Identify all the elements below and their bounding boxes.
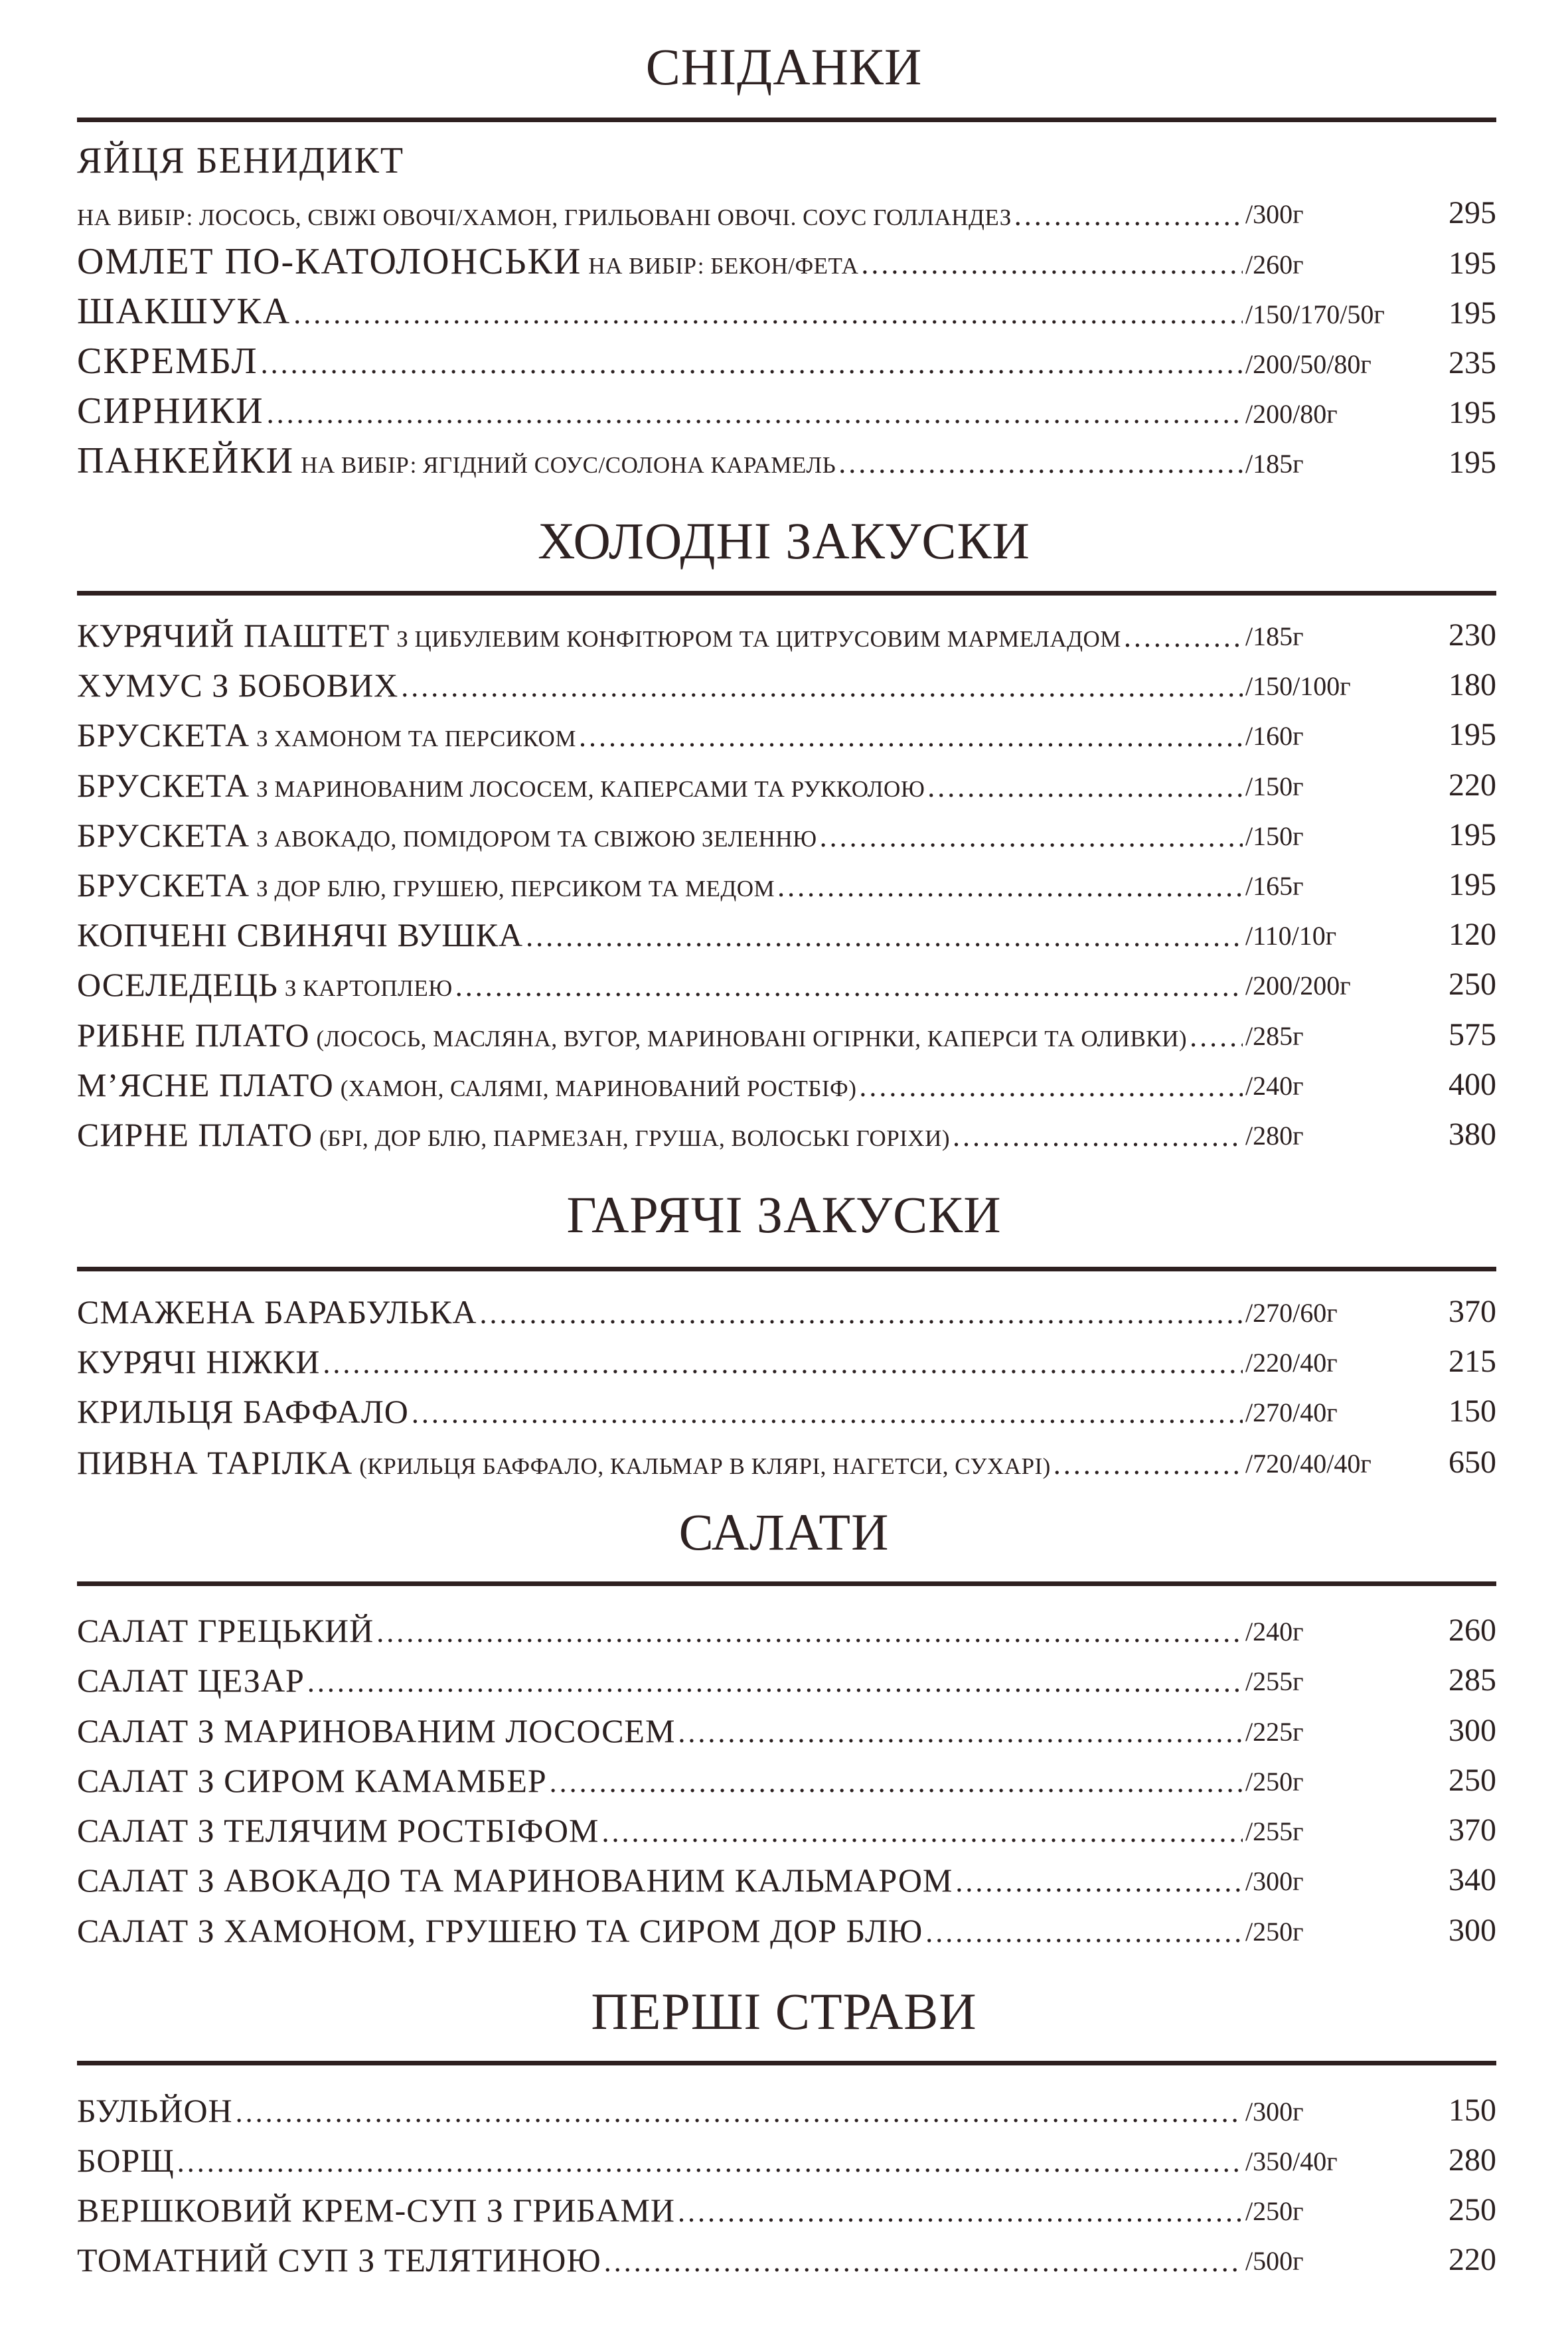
item-weight: /150г bbox=[1245, 821, 1304, 851]
item-price: 280 bbox=[1449, 2142, 1496, 2178]
menu-item bbox=[77, 392, 1496, 439]
item-weight: /285г bbox=[1245, 1021, 1304, 1051]
menu-item bbox=[77, 914, 1496, 961]
item-name: ОМЛЕТ ПО-КАТОЛОНСЬКИ bbox=[77, 241, 582, 282]
menu-item bbox=[77, 1860, 1496, 1906]
item-weight: /200/80г bbox=[1245, 399, 1338, 429]
item-description: З КАРТОПЛЕЮ bbox=[284, 975, 453, 1001]
menu-item bbox=[77, 1760, 1496, 1807]
item-weight: /250г bbox=[1245, 2196, 1304, 2226]
item-name: БУЛЬЙОН bbox=[77, 2092, 233, 2129]
item-name: ПИВНА ТАРІЛКА bbox=[77, 1444, 353, 1481]
menu-item bbox=[77, 615, 1496, 661]
menu-item bbox=[77, 2090, 1496, 2136]
item-description: НА ВИБІР: ЛОСОСЬ, СВІЖІ ОВОЧІ/ХАМОН, ГРИЛЬОВАНІ ОВОЧІ. СОУС ГОЛЛАНДЕЗ bbox=[77, 204, 1012, 230]
item-name: САЛАТ З АВОКАДО ТА МАРИНОВАНИМ КАЛЬМАРОМ bbox=[77, 1862, 953, 1899]
menu-item bbox=[77, 1710, 1496, 1757]
item-description: З ХАМОНОМ ТА ПЕРСИКОМ bbox=[256, 726, 576, 752]
item-description: (КРИЛЬЦЯ БАФФАЛО, КАЛЬМАР В КЛЯРІ, НАГЕТСИ, СУХАРІ) bbox=[359, 1453, 1051, 1479]
item-weight: /270/60г bbox=[1245, 1298, 1338, 1328]
section-title-salads: САЛАТИ bbox=[678, 1503, 890, 1561]
item-name: САЛАТ З ТЕЛЯЧИМ РОСТБІФОМ bbox=[77, 1812, 599, 1849]
item-price: 300 bbox=[1449, 1713, 1496, 1748]
menu-item bbox=[77, 714, 1496, 761]
item-price: 250 bbox=[1449, 967, 1496, 1002]
item-name: КРИЛЬЦЯ БАФФАЛО bbox=[77, 1393, 409, 1430]
item-name: САЛАТ ЦЕЗАР bbox=[77, 1662, 305, 1699]
item-name: САЛАТ ГРЕЦЬКИЙ bbox=[77, 1612, 374, 1649]
item-price: 220 bbox=[1449, 767, 1496, 803]
item-weight: /185г bbox=[1245, 449, 1304, 479]
section-divider bbox=[77, 1267, 1496, 1271]
item-weight: /300г bbox=[1245, 199, 1304, 229]
item-name: ПАНКЕЙКИ bbox=[77, 440, 295, 481]
item-weight: /300г bbox=[1245, 2097, 1304, 2127]
item-name: БРУСКЕТА bbox=[77, 817, 250, 854]
item-name: БРУСКЕТА bbox=[77, 767, 250, 804]
menu-item bbox=[77, 293, 1496, 339]
item-name: САЛАТ З СИРОМ КАМАМБЕР bbox=[77, 1762, 547, 1799]
item-weight: /150/170/50г bbox=[1245, 299, 1385, 329]
menu-item bbox=[77, 964, 1496, 1010]
item-price: 195 bbox=[1449, 445, 1496, 480]
item-name: САЛАТ З МАРИНОВАНИМ ЛОСОСЕМ bbox=[77, 1712, 676, 1749]
item-name: СКРЕМБЛ bbox=[77, 341, 258, 382]
item-description: (ХАМОН, САЛЯМІ, МАРИНОВАНИЙ РОСТБІФ) bbox=[340, 1076, 857, 1101]
item-name: СМАЖЕНА БАРАБУЛЬКА bbox=[77, 1293, 477, 1330]
menu-item bbox=[77, 243, 1496, 289]
item-description: З ДОР БЛЮ, ГРУШЕЮ, ПЕРСИКОМ ТА МЕДОМ bbox=[256, 876, 775, 902]
item-weight: /200/50/80г bbox=[1245, 349, 1372, 379]
item-price: 300 bbox=[1449, 1913, 1496, 1948]
section-title-cold-starters: ХОЛОДНІ ЗАКУСКИ bbox=[538, 512, 1030, 570]
item-name: БРУСКЕТА bbox=[77, 716, 250, 754]
item-name: СИРНЕ ПЛАТО bbox=[77, 1116, 313, 1153]
item-name: СИРНИКИ bbox=[77, 390, 264, 432]
menu-item bbox=[77, 665, 1496, 711]
item-weight: /250г bbox=[1245, 1917, 1304, 1947]
section-divider bbox=[77, 2061, 1496, 2065]
menu-item bbox=[77, 2239, 1496, 2286]
item-price: 195 bbox=[1449, 295, 1496, 331]
menu-item bbox=[77, 1114, 1496, 1161]
item-name: ВЕРШКОВИЙ КРЕМ-СУП З ГРИБАМИ bbox=[77, 2192, 676, 2229]
menu-item bbox=[77, 343, 1496, 389]
item-price: 120 bbox=[1449, 917, 1496, 952]
item-price: 400 bbox=[1449, 1067, 1496, 1102]
item-price: 195 bbox=[1449, 395, 1496, 430]
item-subtitle-eggs-benedict: ЯЙЦЯ БЕНИДИКТ bbox=[77, 140, 405, 181]
menu-item bbox=[77, 1291, 1496, 1338]
item-description: З МАРИНОВАНИМ ЛОСОСЕМ, КАПЕРСАМИ ТА РУККОЛОЮ bbox=[256, 776, 925, 802]
item-price: 285 bbox=[1449, 1662, 1496, 1698]
item-description: З АВОКАДО, ПОМІДОРОМ ТА СВІЖОЮ ЗЕЛЕННЮ bbox=[256, 826, 817, 852]
item-weight: /220/40г bbox=[1245, 1348, 1338, 1378]
item-price: 150 bbox=[1449, 1394, 1496, 1429]
item-name: ШАКШУКА bbox=[77, 291, 291, 332]
section-title-breakfast: СНІДАНКИ bbox=[645, 38, 923, 96]
item-weight: /300г bbox=[1245, 1866, 1304, 1896]
menu-item bbox=[77, 1341, 1496, 1388]
item-name: БОРЩ bbox=[77, 2142, 175, 2179]
item-weight: /240г bbox=[1245, 1071, 1304, 1101]
item-description: НА ВИБІР: ЯГІДНИЙ СОУС/СОЛОНА КАРАМЕЛЬ bbox=[301, 452, 836, 478]
item-price: 195 bbox=[1449, 867, 1496, 902]
item-price: 370 bbox=[1449, 1812, 1496, 1848]
item-price: 235 bbox=[1449, 345, 1496, 380]
item-price: 195 bbox=[1449, 817, 1496, 852]
menu-item bbox=[77, 1610, 1496, 1656]
menu-item bbox=[77, 442, 1496, 489]
item-weight: /165г bbox=[1245, 871, 1304, 901]
item-price: 575 bbox=[1449, 1017, 1496, 1052]
item-description: (БРІ, ДОР БЛЮ, ПАРМЕЗАН, ГРУША, ВОЛОСЬКІ ГОРІХИ) bbox=[319, 1125, 951, 1151]
item-price: 220 bbox=[1449, 2242, 1496, 2277]
item-weight: /255г bbox=[1245, 1816, 1304, 1846]
section-divider bbox=[77, 591, 1496, 596]
section-divider bbox=[77, 118, 1496, 122]
item-name: ХУМУС З БОБОВИХ bbox=[77, 667, 399, 704]
item-price: 250 bbox=[1449, 2192, 1496, 2227]
item-description: НА ВИБІР: БЕКОН/ФЕТА bbox=[588, 253, 859, 279]
item-price: 195 bbox=[1449, 246, 1496, 281]
item-name: КОПЧЕНІ СВИНЯЧІ ВУШКА bbox=[77, 916, 524, 953]
menu-item bbox=[77, 1910, 1496, 1957]
item-weight: /270/40г bbox=[1245, 1398, 1338, 1427]
item-price: 150 bbox=[1449, 2093, 1496, 2128]
menu-item bbox=[77, 765, 1496, 811]
item-name: КУРЯЧІ НІЖКИ bbox=[77, 1343, 321, 1380]
menu-item bbox=[77, 1391, 1496, 1437]
menu-item bbox=[77, 193, 1496, 239]
item-weight: /160г bbox=[1245, 721, 1304, 751]
item-name: ТОМАТНИЙ СУП З ТЕЛЯТИНОЮ bbox=[77, 2241, 601, 2279]
item-price: 370 bbox=[1449, 1294, 1496, 1329]
item-name: ОСЕЛЕДЕЦЬ bbox=[77, 966, 278, 1003]
item-weight: /720/40/40г bbox=[1245, 1449, 1372, 1479]
item-weight: /110/10г bbox=[1245, 921, 1337, 951]
item-weight: /350/40г bbox=[1245, 2146, 1338, 2176]
item-price: 295 bbox=[1449, 195, 1496, 230]
item-weight: /150г bbox=[1245, 771, 1304, 801]
item-price: 215 bbox=[1449, 1344, 1496, 1379]
item-description: З ЦИБУЛЕВИМ КОНФІТЮРОМ ТА ЦИТРУСОВИМ МАРМЕЛАДОМ bbox=[396, 626, 1121, 652]
item-weight: /200/200г bbox=[1245, 971, 1351, 1001]
menu-item bbox=[77, 2140, 1496, 2186]
item-price: 380 bbox=[1449, 1117, 1496, 1152]
item-name: М’ЯСНЕ ПЛАТО bbox=[77, 1066, 334, 1103]
item-weight: /250г bbox=[1245, 1767, 1304, 1797]
menu-item bbox=[77, 1014, 1496, 1061]
item-price: 340 bbox=[1449, 1862, 1496, 1897]
section-title-first-courses: ПЕРШІ СТРАВИ bbox=[591, 1982, 977, 2040]
item-description: (ЛОСОСЬ, МАСЛЯНА, ВУГОР, МАРИНОВАНІ ОГІРНКИ, КАПЕРСИ ТА ОЛИВКИ) bbox=[316, 1026, 1188, 1052]
item-name: КУРЯЧИЙ ПАШТЕТ bbox=[77, 617, 390, 654]
item-price: 230 bbox=[1449, 617, 1496, 653]
menu-item bbox=[77, 1810, 1496, 1856]
item-weight: /185г bbox=[1245, 621, 1304, 651]
menu-item bbox=[77, 2190, 1496, 2236]
item-weight: /150/100г bbox=[1245, 671, 1351, 701]
section-title-hot-starters: ГАРЯЧІ ЗАКУСКИ bbox=[566, 1186, 1002, 1244]
item-price: 260 bbox=[1449, 1613, 1496, 1648]
item-weight: /260г bbox=[1245, 250, 1304, 280]
item-price: 650 bbox=[1449, 1445, 1496, 1480]
menu-item bbox=[77, 1064, 1496, 1111]
menu-item bbox=[77, 864, 1496, 911]
item-weight: /225г bbox=[1245, 1717, 1304, 1747]
item-name: БРУСКЕТА bbox=[77, 866, 250, 904]
item-name: РИБНЕ ПЛАТО bbox=[77, 1016, 310, 1054]
menu-item bbox=[77, 1442, 1496, 1488]
menu-item bbox=[77, 1660, 1496, 1706]
item-price: 195 bbox=[1449, 717, 1496, 752]
item-weight: /500г bbox=[1245, 2246, 1304, 2276]
item-price: 180 bbox=[1449, 667, 1496, 702]
item-price: 250 bbox=[1449, 1763, 1496, 1798]
item-name: САЛАТ З ХАМОНОМ, ГРУШЕЮ ТА СИРОМ ДОР БЛЮ bbox=[77, 1912, 923, 1949]
section-divider bbox=[77, 1581, 1496, 1586]
item-weight: /280г bbox=[1245, 1121, 1304, 1151]
item-weight: /255г bbox=[1245, 1666, 1304, 1696]
menu-item bbox=[77, 815, 1496, 861]
item-weight: /240г bbox=[1245, 1617, 1304, 1646]
